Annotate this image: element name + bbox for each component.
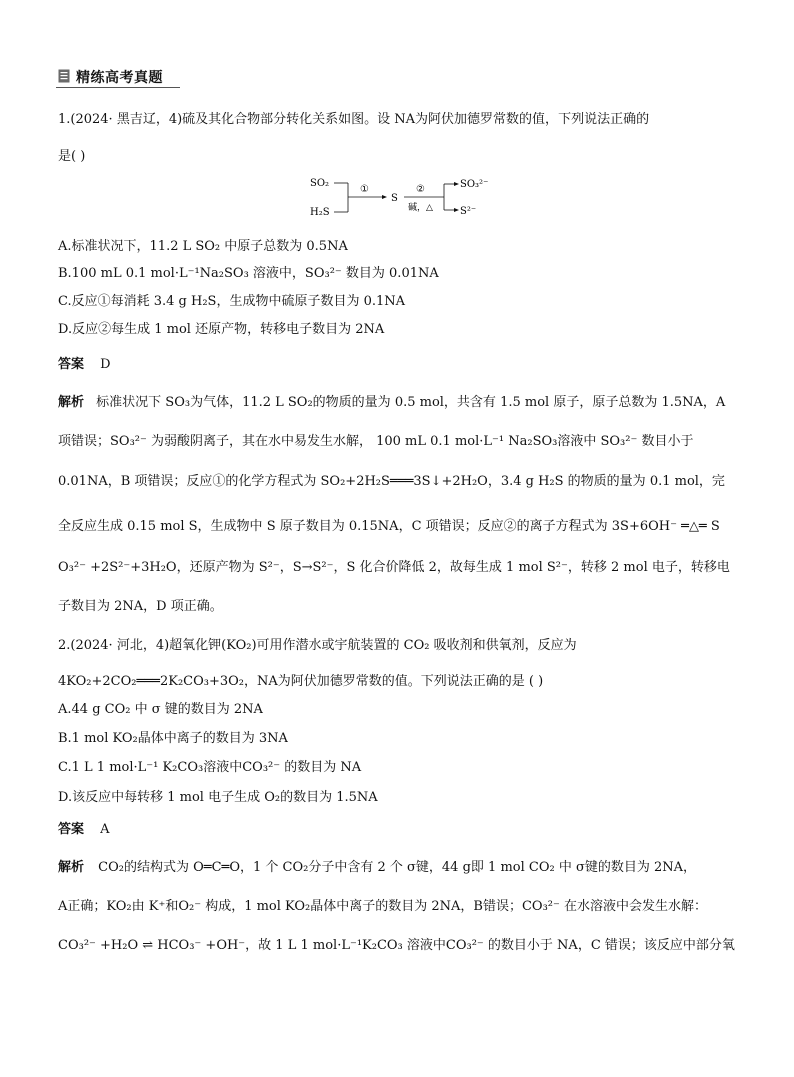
- q1-option-d: D.反应②每生成 1 mol 还原产物，转移电子数目为 2NA: [58, 322, 385, 337]
- diagram-step2: ②: [416, 184, 425, 195]
- q2-stem-line2: 4KO₂+2CO₂═══2K₂CO₃+3O₂，NA为阿伏加德罗常数的值。下列说法正确的是 ( ): [58, 674, 544, 689]
- sulfur-conversion-diagram: [308, 172, 498, 222]
- q2-analysis-line3: CO₃²⁻ +H₂O ⇌ HCO₃⁻ +OH⁻，故 1 L 1 mol·L⁻¹K₂CO₃ 溶液中CO₃²⁻ 的数目小于 NA，C 错误；该反应中部分氧: [58, 938, 735, 953]
- diagram-condition: 碱，△: [408, 203, 433, 213]
- diagram-h2s: H₂S: [310, 207, 330, 218]
- q1-analysis-line3: 0.01NA，B 项错误；反应①的化学方程式为 SO₂+2H₂S═══3S↓+2H₂O，3.4 g H₂S 的物质的量为 0.1 mol，完: [58, 474, 725, 489]
- q2-answer-value: A: [100, 822, 110, 837]
- q2-option-d: D.该反应中每转移 1 mol 电子生成 O₂的数目为 1.5NA: [58, 790, 378, 805]
- q1-answer-row: [58, 353, 111, 372]
- q1-option-a: A.标准状况下，11.2 L SO₂ 中原子总数为 0.5NA: [58, 239, 348, 254]
- q1-analysis-line6: 子数目为 2NA，D 项正确。: [58, 599, 223, 614]
- q1-option-c: C.反应①每消耗 3.4 g H₂S，生成物中硫原子数目为 0.1NA: [58, 294, 406, 309]
- section-underline: [56, 87, 180, 88]
- diagram-so2: SO₂: [310, 178, 330, 189]
- q2-analysis-line1: [58, 856, 696, 875]
- q2-option-c: C.1 L 1 mol·L⁻¹ K₂CO₃溶液中CO₃²⁻ 的数目为 NA: [58, 760, 362, 775]
- q2-answer-label: 答案: [58, 822, 85, 837]
- diagram-sulfite: SO₃²⁻: [460, 179, 489, 190]
- q2-analysis-label: 解析: [58, 860, 85, 875]
- q1-option-b: B.100 mL 0.1 mol·L⁻¹Na₂SO₃ 溶液中，SO₃²⁻ 数目为 0.01NA: [58, 266, 439, 281]
- q2-answer-row: [58, 818, 110, 837]
- q1-analysis-line5: O₃²⁻ +2S²⁻+3H₂O，还原产物为 S²⁻，S→S²⁻，S 化合价降低 2，故每生成 1 mol S²⁻，转移 2 mol 电子，转移电: [58, 560, 730, 575]
- q1-analysis-label: 解析: [58, 395, 85, 410]
- q1-analysis-line1: [58, 391, 725, 410]
- q2-option-b: B.1 mol KO₂晶体中离子的数目为 3NA: [58, 731, 288, 746]
- document-icon: [58, 69, 70, 83]
- diagram-step1: ①: [360, 184, 369, 195]
- q2-stem-line1: 2.(2024· 河北，4)超氧化钾(KO₂)可用作潜水或宇航装置的 CO₂ 吸收剂和供氧剂，反应为: [58, 638, 577, 653]
- q1-stem-line1: 1.(2024· 黑吉辽，4)硫及其化合物部分转化关系如图。设 NA为阿伏加德罗常数的值，下列说法正确的: [58, 112, 650, 127]
- q1-analysis-line4: 全反应生成 0.15 mol S，生成物中 S 原子数目为 0.15NA，C 项错误；反应②的离子方程式为 3S+6OH⁻ ═△═ S: [58, 519, 720, 534]
- q2-analysis-line2: A正确；KO₂由 K⁺和O₂⁻ 构成，1 mol KO₂晶体中离子的数目为 2NA，B错误；CO₃²⁻ 在水溶液中会发生水解：: [58, 899, 708, 914]
- diagram-s: S: [391, 193, 398, 204]
- diagram-sulfide: S²⁻: [460, 206, 477, 217]
- q1-analysis-text1: 标准状况下 SO₃为气体，11.2 L SO₂的物质的量为 0.5 mol，共含有 1.5 mol 原子，原子总数为 1.5NA，A: [96, 395, 726, 410]
- q1-stem-line2: 是( ): [58, 149, 86, 164]
- q1-analysis-line2: 项错误；SO₃²⁻ 为弱酸阴离子，其在水中易发生水解， 100 mL 0.1 mol·L⁻¹ Na₂SO₃溶液中 SO₃²⁻ 数目小于: [58, 434, 694, 449]
- q2-analysis-text1: CO₂的结构式为 O═C═O，1 个 CO₂分子中含有 2 个 σ键，44 g即 1 mol CO₂ 中 σ键的数目为 2NA，: [98, 860, 697, 875]
- q2-option-a: A.44 g CO₂ 中 σ 键的数目为 2NA: [58, 702, 263, 717]
- section-header: [56, 66, 180, 88]
- q1-answer-value: D: [100, 357, 111, 372]
- q1-answer-label: 答案: [58, 357, 85, 372]
- section-title: 精练高考真题: [76, 70, 163, 86]
